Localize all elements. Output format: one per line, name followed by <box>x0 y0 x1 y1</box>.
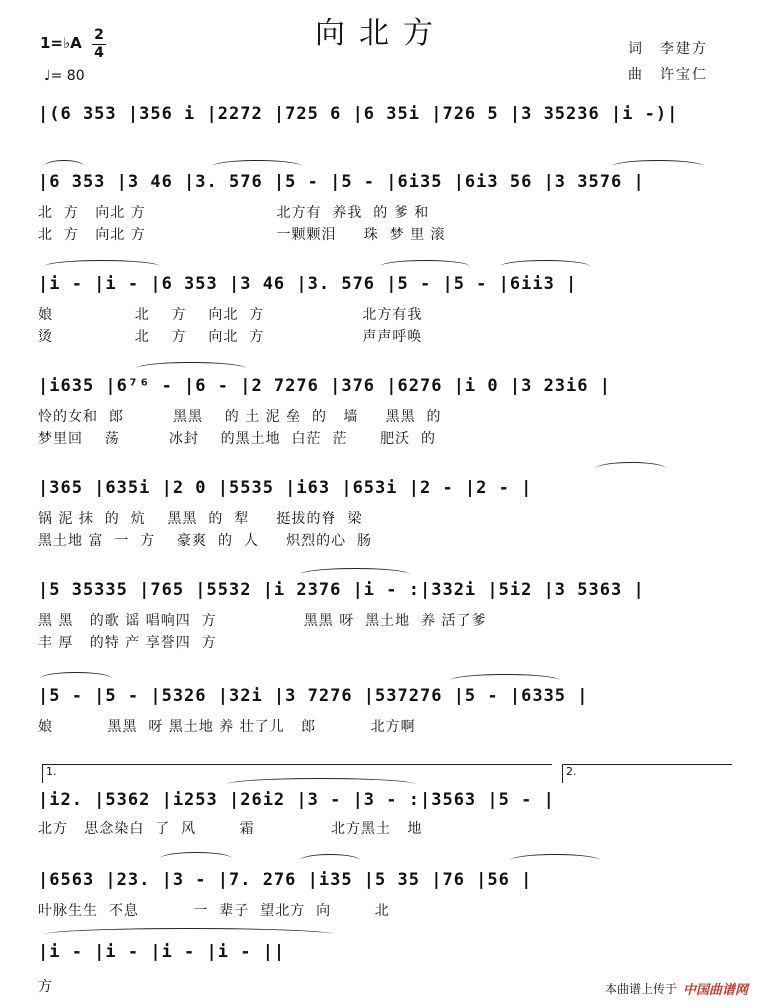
notation-line: |5 35335 |765 |5532 |i 2376 |i - :|332i |5i2 |3 5363 | <box>38 580 645 600</box>
notation-line: |6 353 |3 46 |3. 576 |5 - |5 - |6i35 |6i3 56 |3 3576 | <box>38 172 645 192</box>
notation-line: |i635 |6⁷⁶ - |6 - |2 7276 |376 |6276 |i 0 |3 23i6 | <box>38 376 611 396</box>
notation-line: |i2. |5362 |i253 |26i2 |3 - |3 - :|3563 |5 - | <box>38 790 555 810</box>
upload-text: 本曲谱上传于 <box>604 982 677 996</box>
composer: 曲 许宝仁 <box>628 67 708 83</box>
time-bottom: 4 <box>94 45 104 61</box>
score-title: 向北方 <box>315 16 447 51</box>
notation-line: |i - |i - |i - |i - || <box>38 942 286 962</box>
volta-2: 2. <box>562 764 732 783</box>
lyric-verse-1: 叶脉生生 不息 一 辈子 望北方 向 北 <box>38 903 390 919</box>
notation-line: |6563 |23. |3 - |7. 276 |i35 |5 35 |76 |56 | <box>38 870 533 890</box>
lyric-verse-1: 娘 黑黑 呀 黑土地 养 壮了儿 郎 北方啊 <box>38 719 416 735</box>
notation-line: |(6 353 |356 i |2272 |725 6 |6 35i |726 5 |3 35236 |i -)| <box>38 104 679 124</box>
footer-credit <box>605 979 748 998</box>
time-top: 2 <box>94 27 104 43</box>
lyric-verse-2: 黑土地 富 一 方 豪爽 的 人 炽烈的心 肠 <box>38 533 373 549</box>
tempo-marking: ♩= 80 <box>44 68 85 84</box>
lyric-verse-2: 烫 北 方 向北 方 声声呼唤 <box>38 329 423 345</box>
lyricist: 词 李建方 <box>628 41 708 57</box>
lyric-verse-2: 梦里回 荡 冰封 的黑土地 白茫 茫 肥沃 的 <box>38 431 437 447</box>
notation-line: |5 - |5 - |5326 |32i |3 7276 |537276 |5 - |6335 | <box>38 686 589 706</box>
lyric-verse-1: 北方 思念染白 了 风 霜 北方黑土 地 <box>38 821 423 837</box>
notation-line: |i - |i - |6 353 |3 46 |3. 576 |5 - |5 - |6ii3 | <box>38 274 578 294</box>
lyric-verse-1: 娘 北 方 向北 方 北方有我 <box>38 307 423 323</box>
lyric-verse-1: 方 <box>38 979 53 995</box>
lyric-verse-1: 北 方 向北 方 北方有 养我 的 爹 和 <box>38 205 430 221</box>
lyric-verse-1: 黑 黑 的歌 谣 唱响四 方 黑黑 呀 黑土地 养 活了爹 <box>38 613 487 629</box>
key-text: 1=♭A <box>40 34 82 52</box>
lyric-verse-1: 锅 泥 抹 的 炕 黑黑 的 犁 挺拔的脊 梁 <box>38 511 363 527</box>
key-signature <box>40 34 82 52</box>
lyric-verse-2: 丰 厚 的特 产 享誉四 方 <box>38 635 217 651</box>
lyric-verse-2: 北 方 向北 方 一颗颗泪 珠 梦 里 滚 <box>38 227 446 243</box>
time-signature <box>92 28 106 61</box>
volta-1: 1. <box>42 764 552 783</box>
lyric-verse-1: 怜的女和 郎 黑黑 的 土 泥 垒 的 墙 黑黑 的 <box>38 409 442 425</box>
site-logo[interactable]: 中国曲谱网 <box>682 983 748 998</box>
notation-line: |365 |635i |2 0 |5535 |i63 |653i |2 - |2 - | <box>38 478 533 498</box>
credits <box>628 36 708 88</box>
